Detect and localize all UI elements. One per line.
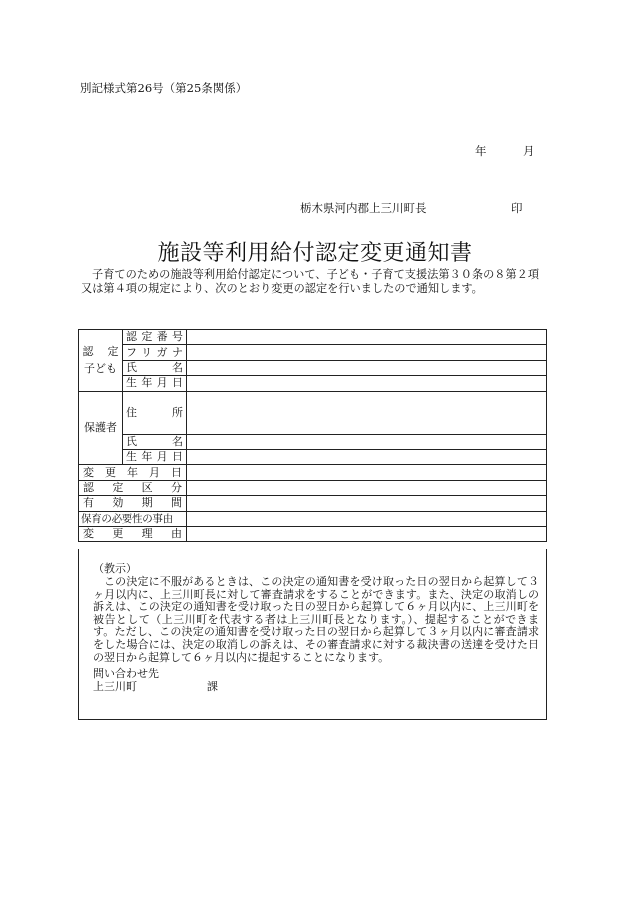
row-label: 変更年月日 [79, 465, 187, 480]
row-label: 住 所 [123, 391, 187, 434]
document-title: 施設等利用給付認定変更通知書 [157, 241, 473, 266]
row-label: 生年月日 [123, 449, 187, 464]
childcare-need-reason-field[interactable] [187, 511, 547, 526]
row-label: 有効期間 [79, 496, 187, 511]
child-group-text-2: 子ども [84, 362, 117, 376]
certification-table [78, 329, 547, 542]
seal-mark: 印 [511, 201, 523, 215]
table-row [79, 465, 547, 480]
contact-department: 課 [207, 680, 218, 693]
change-reason-field[interactable] [187, 526, 547, 541]
guardian-birthdate-field[interactable] [187, 449, 547, 464]
table-row [79, 391, 547, 434]
contact-town: 上三川町 [93, 680, 137, 693]
notice-heading: （教示） [93, 562, 137, 575]
row-label: 氏 名 [123, 360, 187, 375]
table-row [79, 376, 547, 391]
table-row [79, 480, 547, 495]
guardian-group-label: 保護者 [79, 391, 123, 465]
change-date-field[interactable] [187, 465, 547, 480]
form-reference: 別記様式第26号（第25条関係） [80, 81, 248, 95]
row-label: 保育の必要性の事由 [79, 511, 187, 526]
date-year-label: 年 [475, 144, 487, 158]
child-name-field[interactable] [187, 360, 547, 375]
child-group-label [79, 330, 123, 392]
table-row [79, 434, 547, 449]
row-label: 変更理由 [79, 526, 187, 541]
row-label: フリガナ [123, 345, 187, 360]
contact-label: 問い合わせ先 [93, 667, 159, 680]
row-label: 生年月日 [123, 376, 187, 391]
table-row [79, 496, 547, 511]
table-row [79, 360, 547, 375]
table-row [79, 526, 547, 541]
table-row [79, 511, 547, 526]
intro-paragraph: 子育てのための施設等利用給付認定について、子ども・子育て支援法第３０条の８第２項又は第４項の規定により、次のとおり変更の認定を行いましたので通知します。 [81, 268, 540, 295]
appeal-notice-box [78, 549, 547, 720]
child-furigana-field[interactable] [187, 345, 547, 360]
cert-number-field[interactable] [187, 330, 547, 345]
row-label: 認定番号 [123, 330, 187, 345]
issuer-name: 栃木県河内郡上三川町長 [300, 201, 427, 215]
row-label: 氏 名 [123, 434, 187, 449]
table-row [79, 345, 547, 360]
cert-category-field[interactable] [187, 480, 547, 495]
child-birthdate-field[interactable] [187, 376, 547, 391]
guardian-address-field[interactable] [187, 391, 547, 434]
table-row [79, 449, 547, 464]
row-label: 認定区分 [79, 480, 187, 495]
child-group-text: 認 定 [82, 345, 119, 359]
table-row [79, 330, 547, 345]
date-month-label: 月 [523, 144, 535, 158]
notice-body: この決定に不服があるときは、この決定の通知書を受け取った日の翌日から起算して３ヶ月以内に、上三川町長に対して審査請求をすることができます。また、決定の取消しの訴えは、この決定の通知書を受け取った日の翌日から起算して６ヶ月以内に、上三川町を被告として（上三川町を代表する者は上三川町長となります。）、提起することができます。ただし、この決定の通知書を受け取った日の翌日から起算して３ヶ月以内に審査請求をした場合には、決定の取消しの訴えは、その審査請求に対する裁決書の送達を受けた日の翌日から起算して６ヶ月以内に提起することになります。 [93, 575, 539, 664]
guardian-name-field[interactable] [187, 434, 547, 449]
valid-period-field[interactable] [187, 496, 547, 511]
